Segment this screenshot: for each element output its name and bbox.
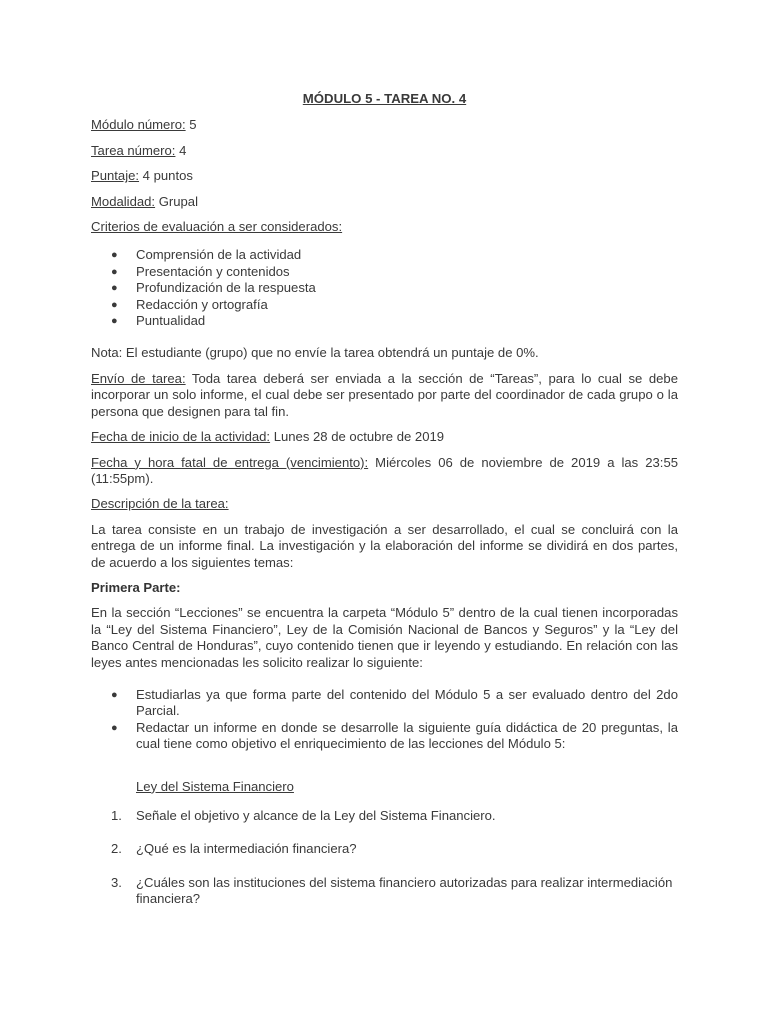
- question-text: ¿Qué es la intermediación financiera?: [136, 841, 357, 857]
- list-item: [91, 875, 678, 908]
- criteria-text: Redacción y ortografía: [136, 296, 268, 312]
- field-label: Módulo número:: [91, 117, 186, 133]
- field-modulo: [91, 117, 678, 133]
- fatal-label: Fecha y hora fatal de entrega (vencimiento):: [91, 454, 369, 470]
- field-puntaje: [91, 168, 678, 184]
- question-number: 2.: [111, 841, 122, 857]
- document-body: [91, 91, 678, 925]
- bullet-icon: ●: [111, 282, 118, 295]
- note-paragraph: Nota: El estudiante (grupo) que no envíe la tarea obtendrá un puntaje de 0%.: [91, 345, 539, 361]
- bullet-icon: ●: [111, 688, 118, 701]
- inicio-paragraph: [91, 429, 678, 445]
- descripcion-label: Descripción de la tarea:: [91, 496, 229, 512]
- field-value: Grupal: [155, 193, 199, 209]
- criteria-label: Criterios de evaluación a ser considerados:: [91, 219, 343, 235]
- list-item: [91, 720, 678, 753]
- task-text: Redactar un informe en donde se desarrolle la siguiente guía didáctica de 20 preguntas, la cual tiene como objetivo el enriquecimiento de las lecciones del Módulo 5:: [136, 719, 678, 752]
- field-value: 4: [175, 142, 187, 158]
- envio-text: Toda tarea deberá ser enviada a la sección de “Tareas”, para lo cual se debe incorporar un solo informe, el cual debe ser presentado por parte del coordinador de cada grupo o la persona que designen para tal fin.: [91, 370, 678, 419]
- question-text: Señale el objetivo y alcance de la Ley del Sistema Financiero.: [136, 808, 496, 823]
- list-item: [91, 247, 678, 263]
- criteria-text: Comprensión de la actividad: [136, 247, 302, 263]
- inicio-text: Lunes 28 de octubre de 2019: [270, 429, 445, 445]
- fatal-text: Miércoles 06 de noviembre de 2019 a las 23:55 (11:55pm).: [91, 454, 679, 486]
- question-text: ¿Cuáles son las instituciones del sistema financiero autorizadas para realizar intermediación financiera?: [136, 874, 673, 907]
- criteria-list: [91, 247, 678, 329]
- list-item: [91, 280, 678, 296]
- list-item: [91, 313, 678, 329]
- task-text: Estudiarlas ya que forma parte del contenido del Módulo 5 a ser evaluado dentro del 2do Parcial.: [136, 686, 678, 719]
- list-item: [91, 841, 678, 857]
- primera-parte-paragraph: En la sección “Lecciones” se encuentra la carpeta “Módulo 5” dentro de la cual tienen incorporadas la “Ley del Sistema Financiero”, Ley de la Comisión Nacional de Bancos y Seguros” y la “Ley del Banco Central de Honduras”, cuyo contenido tienen que ir leyendo y estudiando. En relación con las leyes antes mencionadas les solicito realizar lo siguiente:: [91, 605, 678, 670]
- bullet-icon: ●: [111, 298, 118, 311]
- primera-parte-heading: Primera Parte:: [91, 579, 181, 595]
- list-item: [91, 297, 678, 313]
- field-tarea: [91, 143, 678, 159]
- document-title: MÓDULO 5 - TAREA NO. 4: [302, 91, 467, 106]
- field-value: 4 puntos: [139, 168, 193, 184]
- envio-paragraph: [91, 371, 678, 420]
- ley-heading: Ley del Sistema Financiero: [136, 778, 294, 794]
- inicio-label: Fecha de inicio de la actividad:: [91, 429, 271, 445]
- envio-label: Envío de tarea:: [91, 370, 186, 386]
- descripcion-paragraph: La tarea consiste en un trabajo de investigación a ser desarrollado, el cual se concluirá con la entrega de un informe final. La investigación y la elaboración del informe se dividirá en dos partes, de acuerdo a los siguientes temas:: [91, 521, 678, 570]
- question-list: [91, 808, 678, 908]
- question-number: 3.: [111, 874, 122, 890]
- bullet-icon: ●: [111, 315, 118, 328]
- field-label: Puntaje:: [91, 168, 140, 184]
- criteria-text: Puntualidad: [136, 313, 206, 329]
- list-item: [91, 687, 678, 720]
- field-label: Tarea número:: [91, 142, 176, 158]
- field-value: 5: [185, 117, 197, 133]
- bullet-icon: ●: [111, 265, 118, 278]
- bullet-icon: ●: [111, 721, 118, 734]
- field-modalidad: [91, 194, 678, 210]
- list-item: [91, 264, 678, 280]
- criteria-text: Presentación y contenidos: [136, 263, 290, 279]
- criteria-text: Profundización de la respuesta: [136, 280, 316, 296]
- question-number: 1.: [111, 808, 122, 823]
- list-item: [91, 808, 678, 824]
- field-label: Modalidad:: [91, 193, 156, 209]
- task-list: [91, 687, 678, 753]
- fatal-paragraph: [91, 455, 678, 488]
- bullet-icon: ●: [111, 249, 118, 262]
